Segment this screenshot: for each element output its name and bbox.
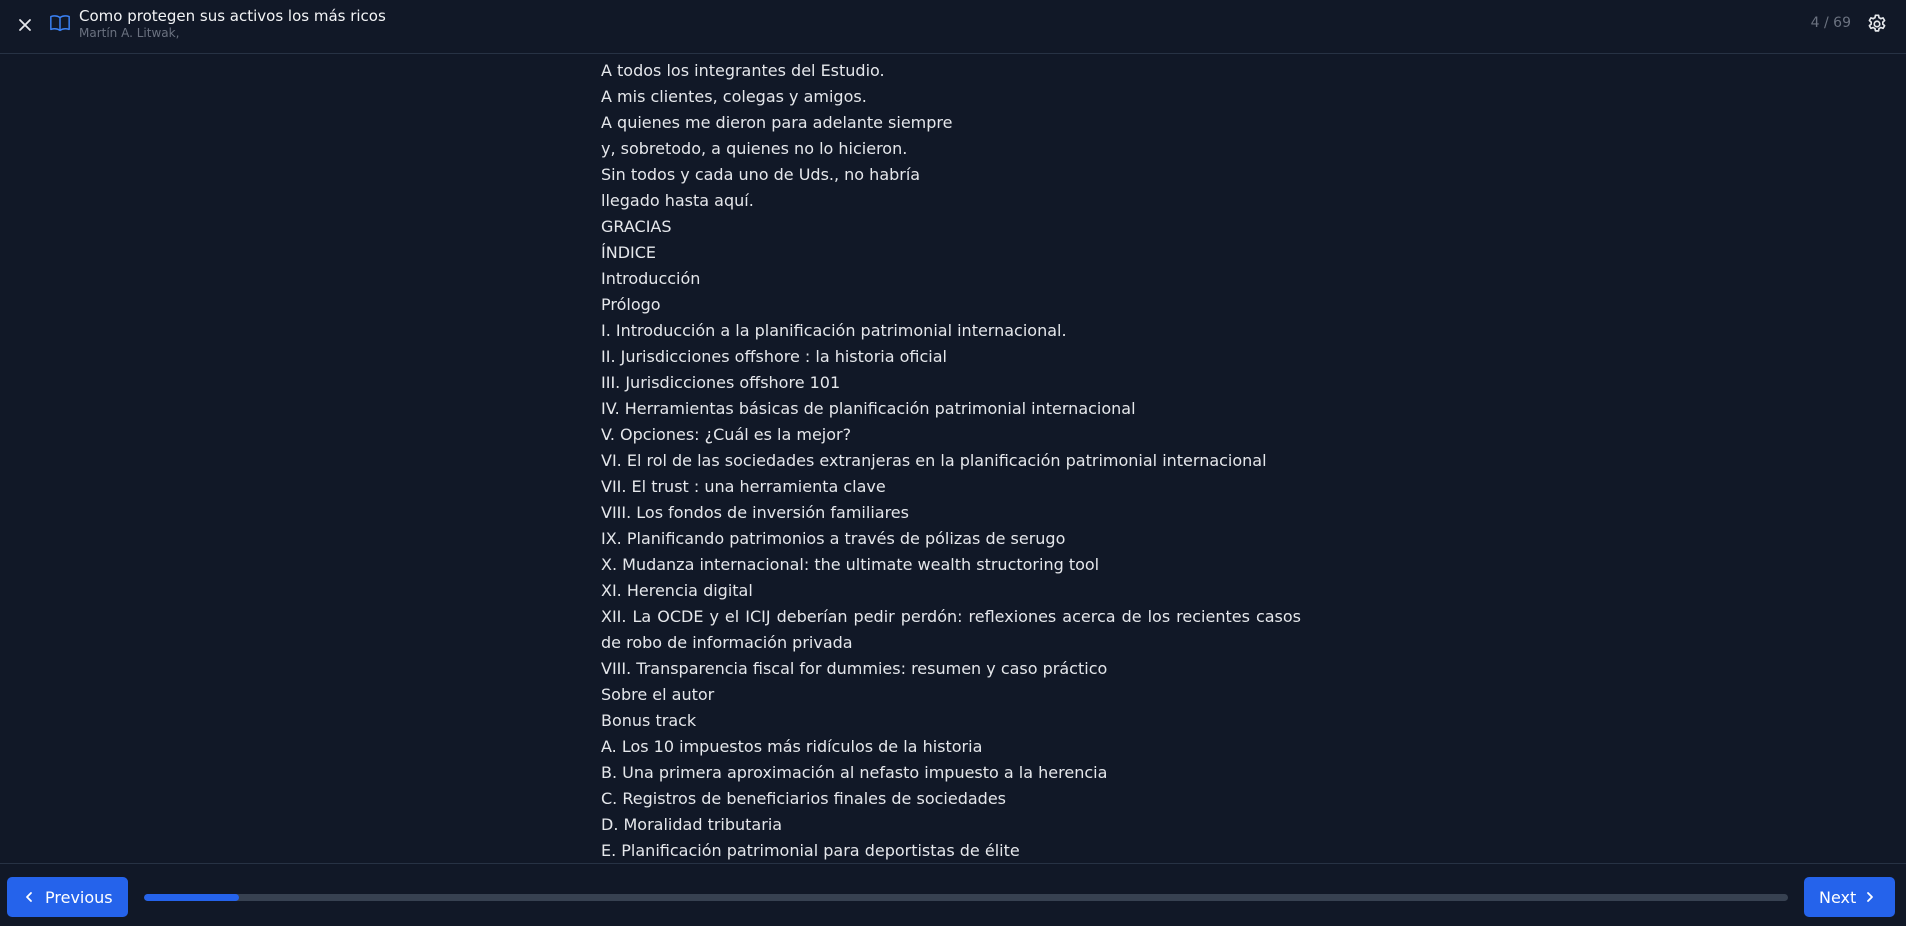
gear-icon xyxy=(1866,13,1888,35)
text-line: IV. Herramientas básicas de planificación patrimonial internacional xyxy=(601,399,1136,418)
text-line: y, sobretodo, a quienes no lo hicieron. xyxy=(601,139,908,158)
text-line: A quienes me dieron para adelante siempre xyxy=(601,113,953,132)
text-line: D. Moralidad tributaria xyxy=(601,815,783,834)
text-line: V. Opciones: ¿Cuál es la mejor? xyxy=(601,425,852,444)
text-line: A mis clientes, colegas y amigos. xyxy=(601,87,867,106)
close-button[interactable] xyxy=(12,12,38,38)
text-line: X. Mudanza internacional: the ultimate wealth structoring tool xyxy=(601,555,1100,574)
text-line: VIII. Transparencia fiscal for dummies: resumen y caso práctico xyxy=(601,659,1108,678)
text-line: C. Registros de beneficiarios finales de sociedades xyxy=(601,789,1006,808)
page-counter: 4 / 69 xyxy=(1810,15,1851,31)
text-line: Introducción xyxy=(601,269,701,288)
text-line: XII. La OCDE y el ICIJ deberían pedir perdón: reflexiones acerca de los recientes casos de robo de información privada xyxy=(601,607,1301,652)
text-line: VIII. Los fondos de inversión familiares xyxy=(601,503,909,522)
text-line: A. Los 10 impuestos más ridículos de la historia xyxy=(601,737,983,756)
book-author: Martín A. Litwak, xyxy=(79,26,180,40)
reading-progress-bar[interactable] xyxy=(144,894,1788,901)
text-line: XI. Herencia digital xyxy=(601,581,753,600)
close-icon xyxy=(17,17,33,33)
text-line: VI. El rol de las sociedades extranjeras en la planificación patrimonial internacional xyxy=(601,451,1267,470)
book-title: Como protegen sus activos los más ricos xyxy=(79,7,386,25)
settings-button[interactable] xyxy=(1866,13,1888,35)
reading-progress-fill xyxy=(144,894,239,901)
text-line: GRACIAS xyxy=(601,217,672,236)
previous-button[interactable] xyxy=(7,877,128,917)
chevron-left-icon xyxy=(23,891,35,903)
text-line: I. Introducción a la planificación patrimonial internacional. xyxy=(601,321,1067,340)
text-line: E. Planificación patrimonial para deportistas de élite xyxy=(601,841,1020,860)
text-line: ÍNDICE xyxy=(601,243,657,262)
next-label: Next xyxy=(1819,887,1857,907)
chevron-right-icon xyxy=(1864,891,1876,903)
next-button[interactable] xyxy=(1804,877,1895,917)
text-line: A todos los integrantes del Estudio. xyxy=(601,61,885,80)
text-line: Bonus track xyxy=(601,711,697,730)
previous-label: Previous xyxy=(45,887,113,907)
book-open-icon xyxy=(49,12,71,34)
page-text xyxy=(601,58,1301,863)
reader-content[interactable] xyxy=(0,55,1906,863)
reader-header xyxy=(0,0,1906,54)
text-line: IX. Planificando patrimonios a través de pólizas de serugo xyxy=(601,529,1066,548)
text-line: VII. El trust : una herramienta clave xyxy=(601,477,886,496)
text-line: Sobre el autor xyxy=(601,685,715,704)
text-line: Sin todos y cada uno de Uds., no habría xyxy=(601,165,921,184)
book-info xyxy=(79,7,386,41)
text-line: B. Una primera aproximación al nefasto impuesto a la herencia xyxy=(601,763,1108,782)
text-line: llegado hasta aquí. xyxy=(601,191,754,210)
text-line: II. Jurisdicciones offshore : la historia oficial xyxy=(601,347,947,366)
text-line: Prólogo xyxy=(601,295,661,314)
text-line: III. Jurisdicciones offshore 101 xyxy=(601,373,841,392)
reader-footer xyxy=(0,863,1906,926)
